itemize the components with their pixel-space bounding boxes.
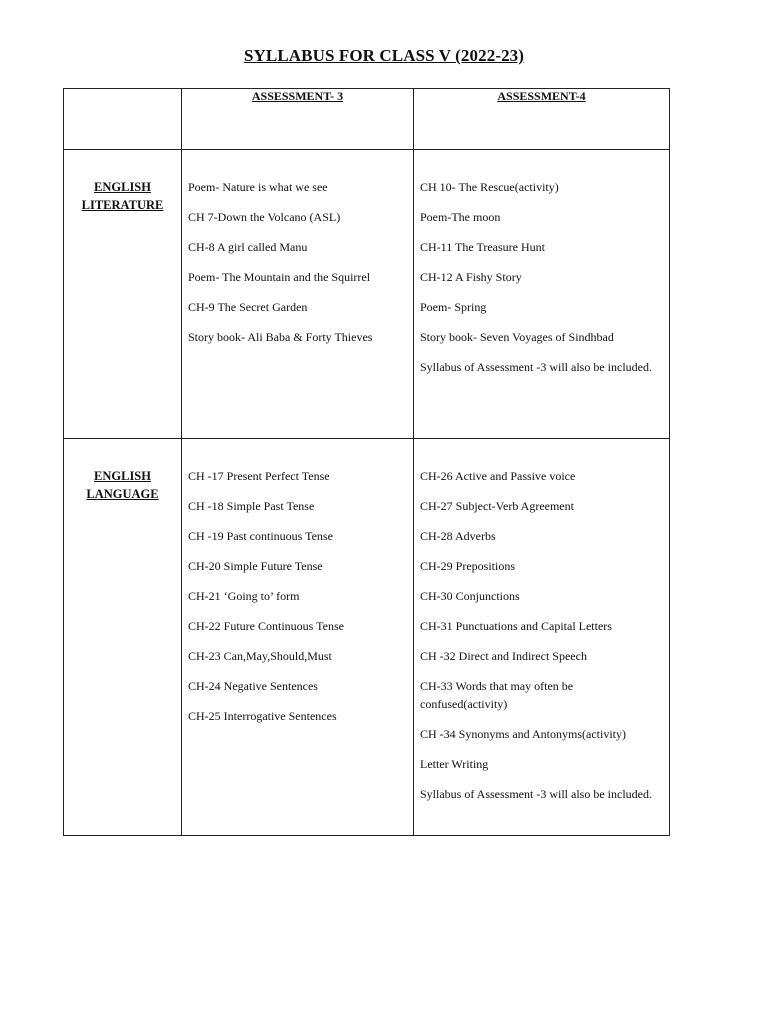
header-cell-blank: [64, 89, 182, 150]
topic-list: [182, 150, 413, 366]
table-row-english-literature: [64, 150, 670, 439]
subject-label-english-language: [64, 439, 181, 503]
list-item: CH-12 A Fishy Story: [420, 270, 522, 284]
list-item: CH-8 A girl called Manu: [188, 240, 308, 254]
table-row-english-language: [64, 439, 670, 836]
list-item: Story book- Seven Voyages of Sindhbad: [420, 330, 614, 344]
assessment-4-cell: [414, 150, 670, 439]
table-header-row: [64, 89, 670, 150]
list-item: Poem- Nature is what we see: [188, 180, 328, 194]
list-item: CH-31 Punctuations and Capital Letters: [420, 619, 612, 633]
list-item: CH-20 Simple Future Tense: [188, 559, 323, 573]
list-item: CH -17 Present Perfect Tense: [188, 469, 330, 483]
topic-list: [414, 439, 669, 823]
page-title: SYLLABUS FOR CLASS V (2022-23): [243, 46, 525, 65]
list-item: CH -34 Synonyms and Antonyms(activity): [420, 727, 626, 741]
topic-list: [182, 439, 413, 745]
list-item: CH-29 Prepositions: [420, 559, 516, 573]
list-item: Syllabus of Assessment -3 will also be included.: [420, 360, 652, 374]
subject-line: LANGUAGE: [86, 487, 159, 501]
syllabus-table: [63, 88, 670, 836]
subject-cell: [64, 439, 182, 836]
list-item: CH -18 Simple Past Tense: [188, 499, 315, 513]
list-item: CH-30 Conjunctions: [420, 589, 520, 603]
list-item: CH-11 The Treasure Hunt: [420, 240, 545, 254]
list-item: Poem-The moon: [420, 210, 501, 224]
list-item: CH-25 Interrogative Sentences: [188, 709, 337, 723]
topic-list: [414, 150, 669, 396]
list-item: Letter Writing: [420, 757, 489, 771]
subject-line: ENGLISH: [94, 469, 151, 483]
assessment-3-cell: [182, 150, 414, 439]
list-item: Poem- Spring: [420, 300, 487, 314]
header-assessment-4: ASSESSMENT-4: [414, 89, 670, 150]
list-item: CH-24 Negative Sentences: [188, 679, 318, 693]
list-item: CH-9 The Secret Garden: [188, 300, 308, 314]
assessment-4-cell: [414, 439, 670, 836]
list-item: CH 10- The Rescue(activity): [420, 180, 559, 194]
list-item: CH-27 Subject-Verb Agreement: [420, 499, 574, 513]
list-item: Story book- Ali Baba & Forty Thieves: [188, 330, 373, 344]
subject-cell: [64, 150, 182, 439]
list-item: CH -19 Past continuous Tense: [188, 529, 333, 543]
list-item: CH 7-Down the Volcano (ASL): [188, 210, 341, 224]
subject-line: LITERATURE: [81, 198, 164, 212]
list-item: CH-22 Future Continuous Tense: [188, 619, 344, 633]
list-item: Syllabus of Assessment -3 will also be included.: [420, 787, 652, 801]
list-item: CH -32 Direct and Indirect Speech: [420, 649, 587, 663]
assessment-3-cell: [182, 439, 414, 836]
list-item: CH-33 Words that may often be confused(activity): [420, 679, 574, 711]
list-item: CH-26 Active and Passive voice: [420, 469, 576, 483]
list-item: CH-21 ‘Going to’ form: [188, 589, 300, 603]
subject-label-english-literature: [64, 150, 181, 214]
header-assessment-3: ASSESSMENT- 3: [182, 89, 414, 150]
list-item: Poem- The Mountain and the Squirrel: [188, 270, 371, 284]
list-item: CH-28 Adverbs: [420, 529, 496, 543]
subject-line: ENGLISH: [94, 180, 151, 194]
list-item: CH-23 Can,May,Should,Must: [188, 649, 332, 663]
